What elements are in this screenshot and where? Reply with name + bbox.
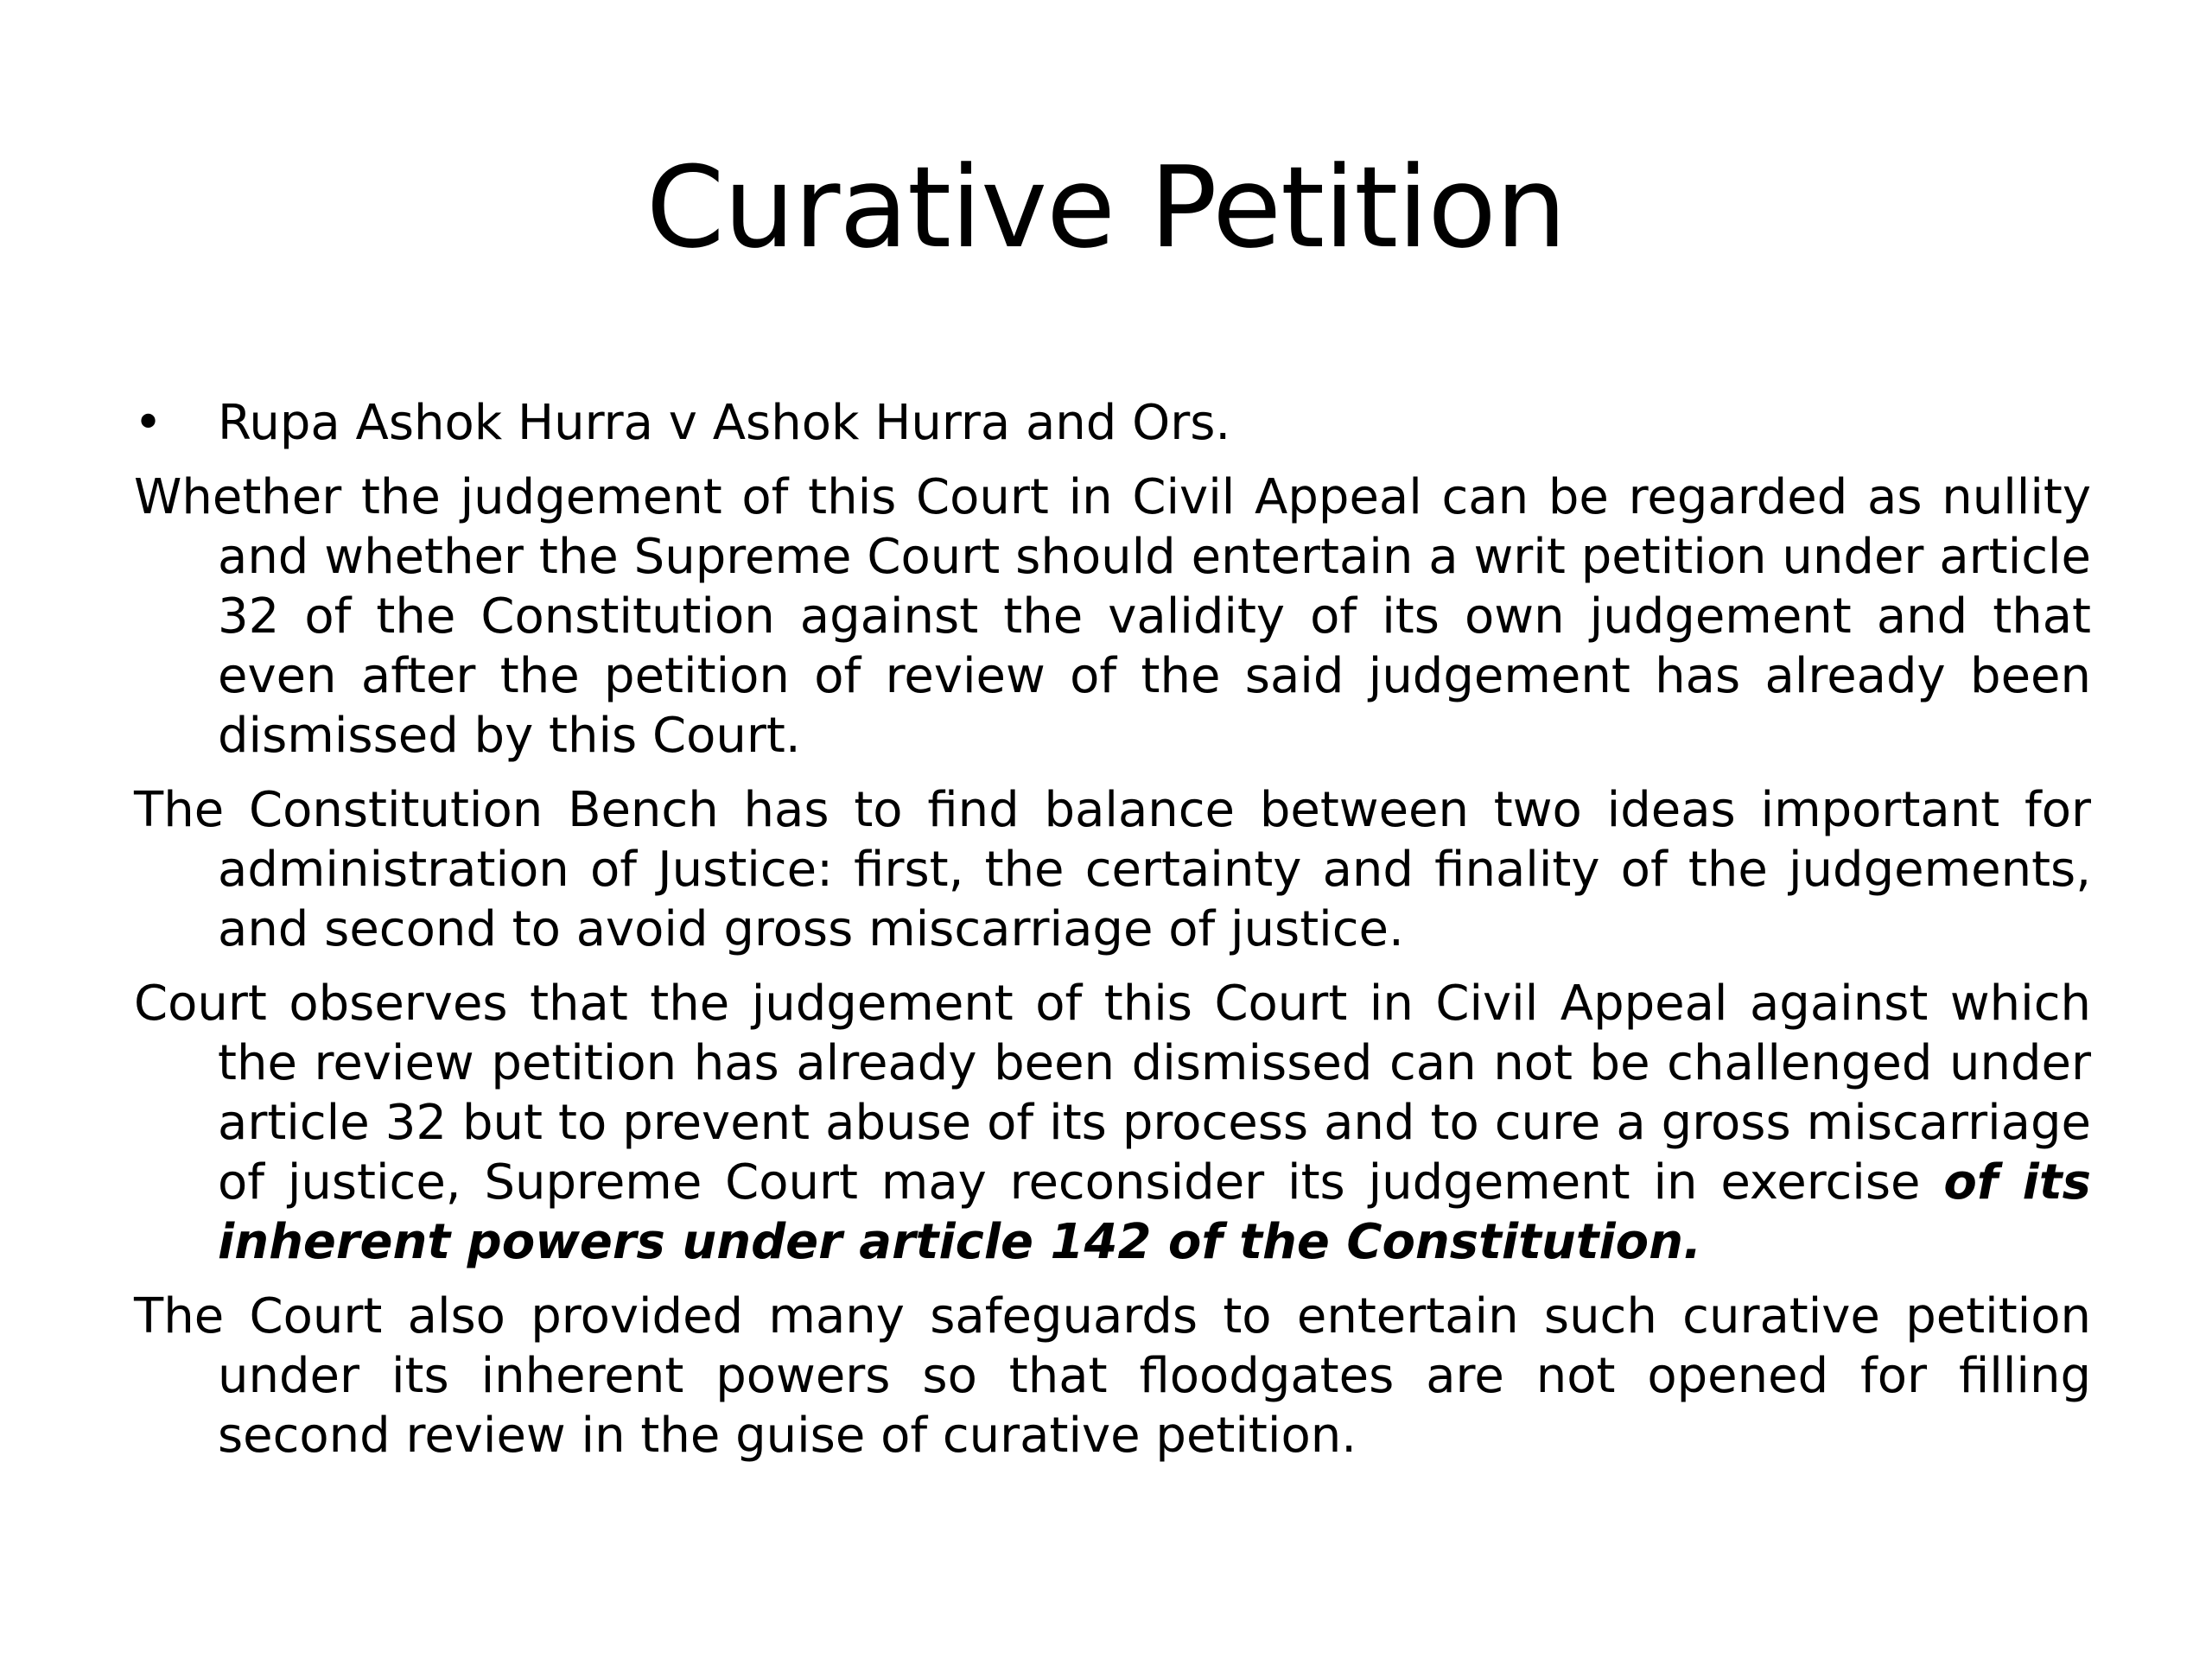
paragraph-observation (134, 974, 2091, 1272)
paragraph-observation-emphasis: of its inherent powers under article 142 of the Constitution. (218, 1154, 2091, 1270)
case-citation-text: Rupa Ashok Hurra v Ashok Hurra and Ors. (218, 395, 1231, 451)
paragraph-safeguards: The Court also provided many safeguards to entertain such curative petition under its inherent powers so that floodgates are not opened for filling second review in the guise of curative petition. (134, 1288, 2091, 1464)
paragraph-balance: The Constitution Bench has to find balance between two ideas important for administration of Justice: first, the certainty and finality of the judgements, and second to avoid gross miscarriage of justice. (134, 782, 2091, 957)
slide-body (134, 393, 2091, 1480)
paragraph-observation-text: Court observes that the judgement of this Court in Civil Appeal against which the review petition has already been dismissed can not be challenged under article 32 but to prevent abuse of its process and to cure a gross miscarriage of justice, Supreme Court may reconsider its judgement in exercise (134, 976, 2091, 1211)
slide-title: Curative Petition (645, 142, 1567, 273)
case-citation-bullet (134, 393, 2091, 453)
paragraph-question: Whether the judgement of this Court in Civil Appeal can be regarded as nullity and whether the Supreme Court should entertain a writ petition under article 32 of the Constitution against the validity of its own judgement and that even after the petition of review of the said judgement has already been dismissed by this Court. (134, 469, 2091, 764)
bullet-icon: • (134, 395, 163, 451)
